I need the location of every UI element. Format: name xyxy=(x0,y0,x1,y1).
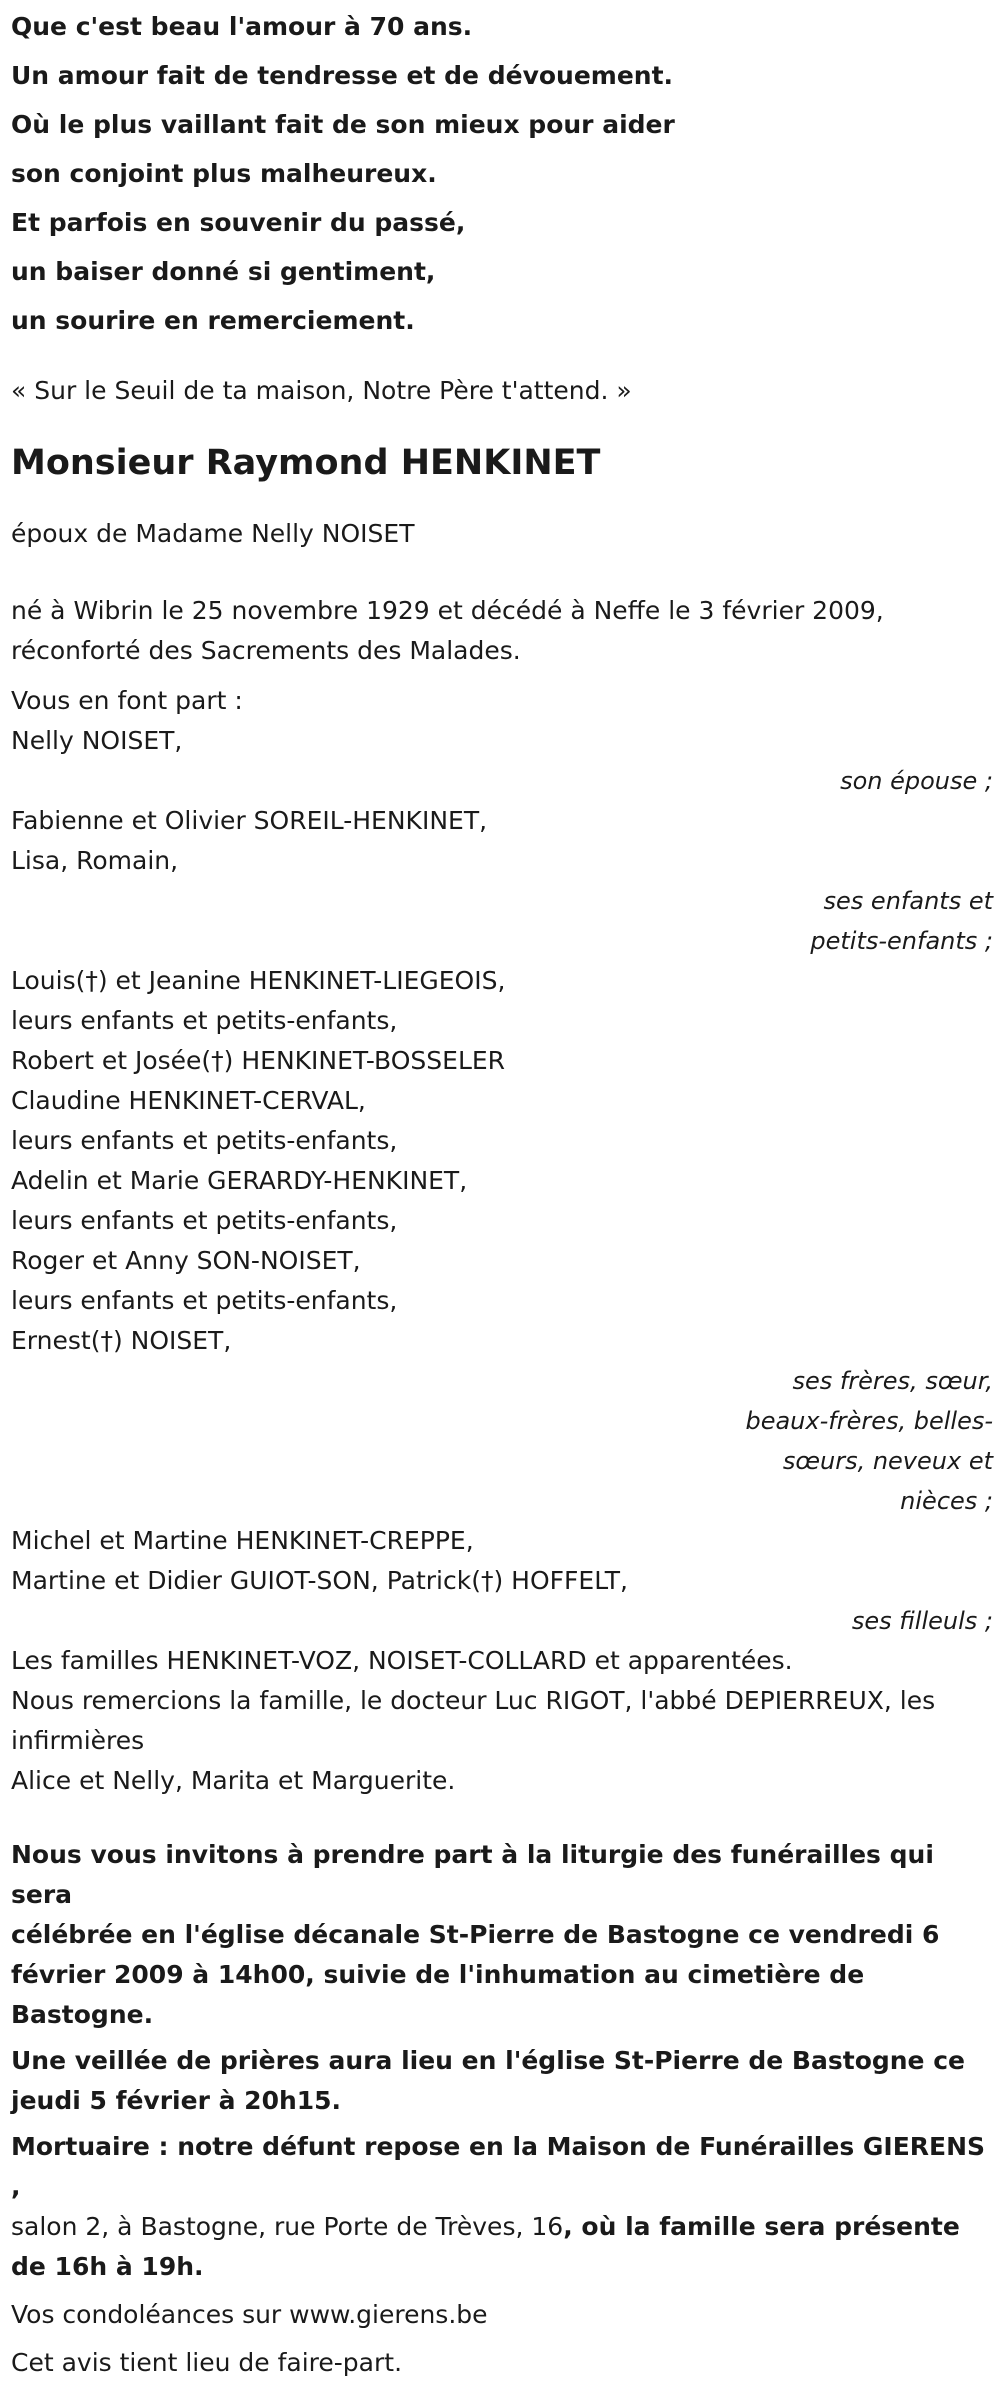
family-member-line: Robert et Josée(†) HENKINET-BOSSELER xyxy=(11,1046,506,1075)
quote: « Sur le Seuil de ta maison, Notre Père t'attend. » xyxy=(11,376,632,405)
poem-line: son conjoint plus malheureux. xyxy=(11,159,437,188)
relationship-line: ses enfants et xyxy=(823,887,993,915)
relationship-label xyxy=(11,881,993,961)
family-group xyxy=(11,721,991,801)
family-member-line: leurs enfants et petits-enfants, xyxy=(11,1006,398,1035)
closing-line: Cet avis tient lieu de faire-part. xyxy=(11,2348,403,2377)
family-member-line: Lisa, Romain, xyxy=(11,846,179,875)
relationship-label xyxy=(11,761,993,801)
family-member-line: Louis(†) et Jeanine HENKINET-LIEGEOIS, xyxy=(11,966,506,995)
families-line: Les familles HENKINET-VOZ, NOISET-COLLARD et apparentées. xyxy=(11,1646,793,1675)
relationship-line: petits-enfants ; xyxy=(810,927,993,955)
poem-line: un baiser donné si gentiment, xyxy=(11,257,436,286)
family-member-line: Michel et Martine HENKINET-CREPPE, xyxy=(11,1526,474,1555)
spouse-line: époux de Madame Nelly NOISET xyxy=(11,519,415,548)
obituary-page xyxy=(11,0,991,2383)
family-member-line: Nelly NOISET, xyxy=(11,726,183,755)
birth-line: né à Wibrin le 25 novembre 1929 et décédé à Neffe le 3 février 2009, xyxy=(11,596,884,625)
poem-line: Que c'est beau l'amour à 70 ans. xyxy=(11,12,473,41)
sacrament-line: réconforté des Sacrements des Malades. xyxy=(11,636,521,665)
funeral-line: Bastogne. xyxy=(11,2000,154,2029)
relationship-line: sœurs, neveux et xyxy=(782,1447,993,1475)
family-member-line: Ernest(†) NOISET, xyxy=(11,1326,232,1355)
family-group xyxy=(11,961,991,1521)
family-member-line: Fabienne et Olivier SOREIL-HENKINET, xyxy=(11,806,488,835)
deceased-name: Monsieur Raymond HENKINET xyxy=(11,443,601,483)
funeral-line: février 2009 à 14h00, suivie de l'inhumation au cimetière de xyxy=(11,1960,865,1989)
relationship-line: son épouse ; xyxy=(840,767,993,795)
relationship-line: ses frères, sœur, xyxy=(792,1367,993,1395)
family-group xyxy=(11,801,991,961)
funeral-line: célébrée en l'église décanale St-Pierre de Bastogne ce vendredi 6 xyxy=(11,1920,940,1949)
relationship-line: ses filleuls ; xyxy=(851,1607,993,1635)
condolences-line: Vos condoléances sur www.gierens.be xyxy=(11,2300,488,2329)
poem-line: Où le plus vaillant fait de son mieux pour aider xyxy=(11,110,675,139)
funeral-line: Nous vous invitons à prendre part à la liturgie des funérailles qui sera xyxy=(11,1840,934,1909)
family-member-line: leurs enfants et petits-enfants, xyxy=(11,1206,398,1235)
poem-line: Un amour fait de tendresse et de dévouement. xyxy=(11,61,674,90)
mortuary-line: Mortuaire : notre défunt repose en la Maison de Funérailles GIERENS , xyxy=(11,2132,986,2201)
mortuary-address: salon 2, à Bastogne, rue Porte de Trèves, 16 xyxy=(11,2212,564,2241)
mortuary-family: , où la famille sera présente xyxy=(563,2212,960,2241)
family-member-line: Roger et Anny SON-NOISET, xyxy=(11,1246,361,1275)
announcers xyxy=(11,681,991,1801)
mortuary-info xyxy=(11,2127,991,2287)
family-member-line: Martine et Didier GUIOT-SON, Patrick(†) HOFFELT, xyxy=(11,1566,628,1595)
vigil-line: Une veillée de prières aura lieu en l'église St-Pierre de Bastogne ce xyxy=(11,2046,965,2075)
thanks-line: Nous remercions la famille, le docteur Luc RIGOT, l'abbé DEPIERREUX, les xyxy=(11,1686,936,1715)
relationship-line: nièces ; xyxy=(900,1487,993,1515)
family-groups xyxy=(11,721,991,1641)
family-member-line: Adelin et Marie GERARDY-HENKINET, xyxy=(11,1166,468,1195)
poem xyxy=(11,0,991,345)
birth-death-info xyxy=(11,591,991,671)
poem-line: un sourire en remerciement. xyxy=(11,306,415,335)
intro-line: Vous en font part : xyxy=(11,686,243,715)
funeral-info xyxy=(11,1835,991,2035)
thanks-line: Alice et Nelly, Marita et Marguerite. xyxy=(11,1766,456,1795)
relationship-line: beaux-frères, belles- xyxy=(745,1407,993,1435)
family-member-line: leurs enfants et petits-enfants, xyxy=(11,1126,398,1155)
family-group xyxy=(11,1521,991,1641)
relationship-label xyxy=(11,1361,993,1521)
mortuary-line xyxy=(11,2207,991,2247)
vigil-line: jeudi 5 février à 20h15. xyxy=(11,2086,342,2115)
poem-line: Et parfois en souvenir du passé, xyxy=(11,208,466,237)
family-member-line: Claudine HENKINET-CERVAL, xyxy=(11,1086,366,1115)
mortuary-hours: de 16h à 19h. xyxy=(11,2252,204,2281)
thanks-line: infirmières xyxy=(11,1726,145,1755)
relationship-label xyxy=(11,1601,993,1641)
family-member-line: leurs enfants et petits-enfants, xyxy=(11,1286,398,1315)
vigil-info xyxy=(11,2041,991,2121)
